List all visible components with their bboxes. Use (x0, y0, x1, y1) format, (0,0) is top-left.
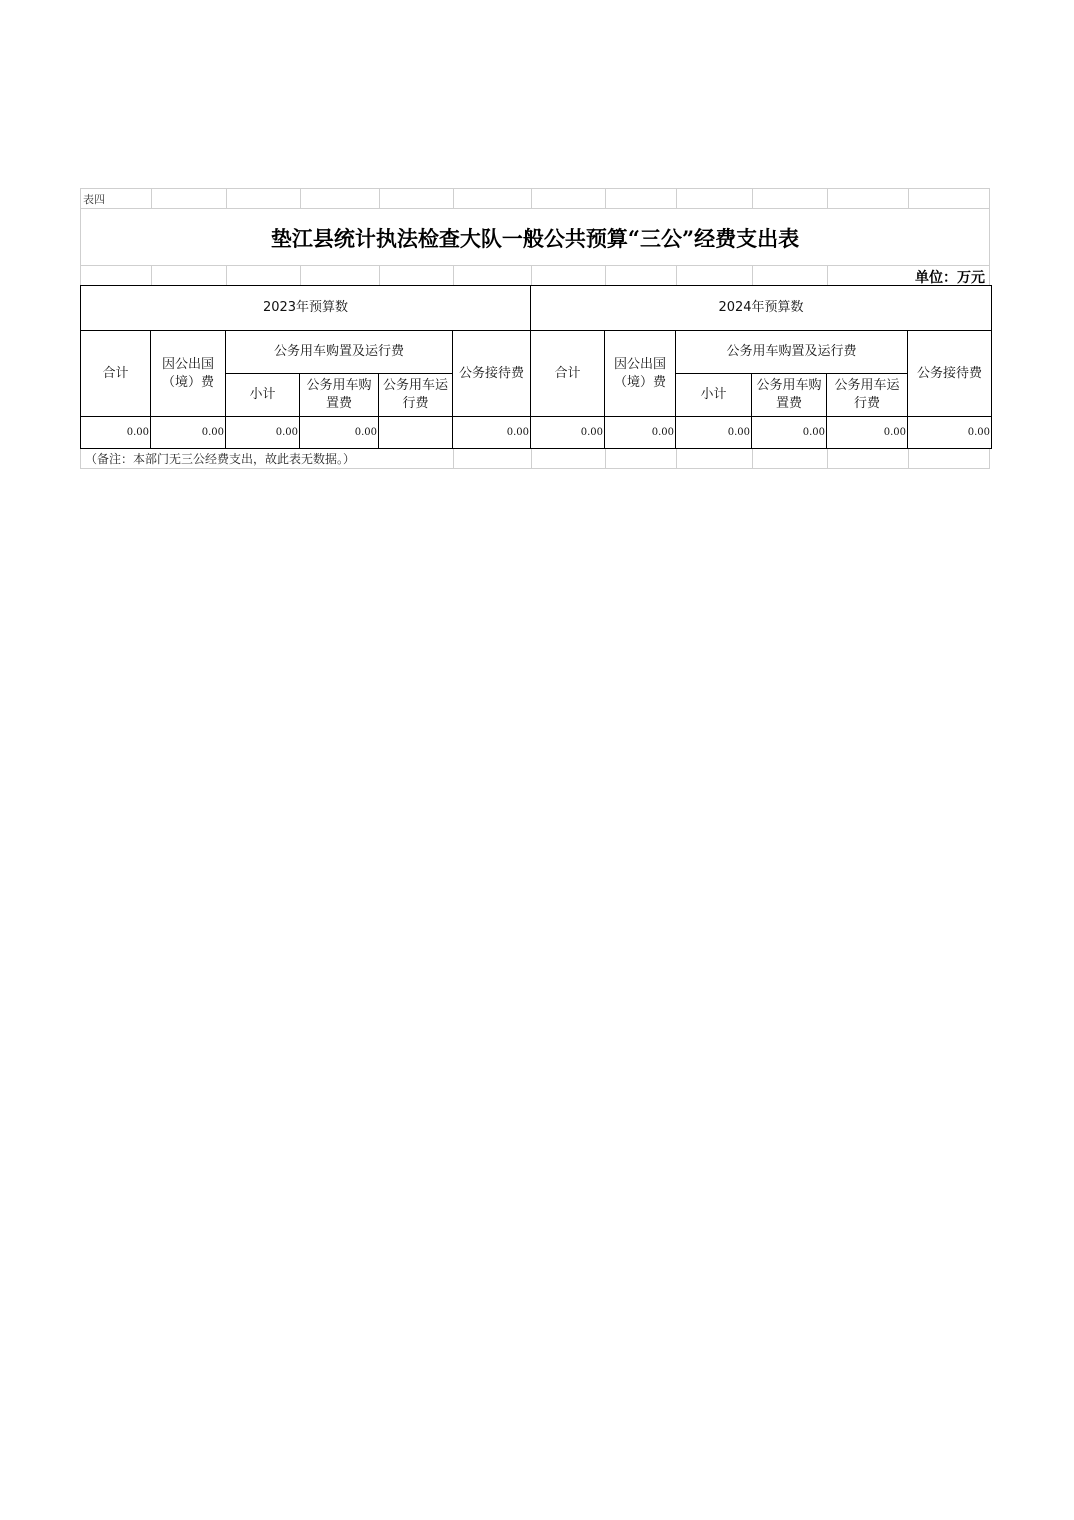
value-vehicle-purchase-2023: 0.00 (300, 417, 379, 449)
year-2023-header: 2023年预算数 (81, 286, 531, 331)
table-row (81, 417, 992, 449)
table-note: （备注：本部门无三公经费支出，故此表无数据。） (85, 452, 356, 466)
value-subtotal-2024: 0.00 (676, 417, 752, 449)
value-total-2023: 0.00 (81, 417, 151, 449)
unit-label: 单位：万元 (915, 270, 985, 286)
header-vehicle-group-2023: 公务用车购置及运行费 (226, 331, 453, 374)
tag-row (80, 188, 990, 208)
value-abroad-2023: 0.00 (151, 417, 226, 449)
header-vehicle-operation-2023: 公务用车运行费 (379, 374, 453, 417)
value-total-2024: 0.00 (531, 417, 605, 449)
header-abroad-2024: 因公出国（境）费 (605, 331, 676, 417)
header-subtotal-2024: 小计 (676, 374, 752, 417)
header-reception-2024: 公务接待费 (908, 331, 992, 417)
header-vehicle-group-2024: 公务用车购置及运行费 (676, 331, 908, 374)
header-vehicle-operation-2024: 公务用车运行费 (827, 374, 908, 417)
header-vehicle-purchase-2023: 公务用车购置费 (300, 374, 379, 417)
table-tag: 表四 (83, 193, 105, 206)
budget-sheet (80, 188, 990, 469)
header-total-2024: 合计 (531, 331, 605, 417)
year-2024-header: 2024年预算数 (531, 286, 992, 331)
value-abroad-2024: 0.00 (605, 417, 676, 449)
category-header-row (81, 331, 992, 374)
value-vehicle-operation-2024: 0.00 (827, 417, 908, 449)
three-public-expense-table (80, 285, 992, 449)
value-reception-2023: 0.00 (453, 417, 531, 449)
page-title: 垫江县统计执法检查大队一般公共预算“三公”经费支出表 (270, 226, 800, 251)
value-subtotal-2023: 0.00 (226, 417, 300, 449)
value-reception-2024: 0.00 (908, 417, 992, 449)
title-row (80, 208, 990, 265)
header-vehicle-purchase-2024: 公务用车购置费 (752, 374, 827, 417)
note-row (80, 449, 990, 469)
header-reception-2023: 公务接待费 (453, 331, 531, 417)
value-vehicle-purchase-2024: 0.00 (752, 417, 827, 449)
year-header-row (81, 286, 992, 331)
value-vehicle-operation-2023 (379, 417, 453, 449)
header-total-2023: 合计 (81, 331, 151, 417)
header-subtotal-2023: 小计 (226, 374, 300, 417)
header-abroad-2023: 因公出国（境）费 (151, 331, 226, 417)
unit-row (80, 265, 990, 285)
